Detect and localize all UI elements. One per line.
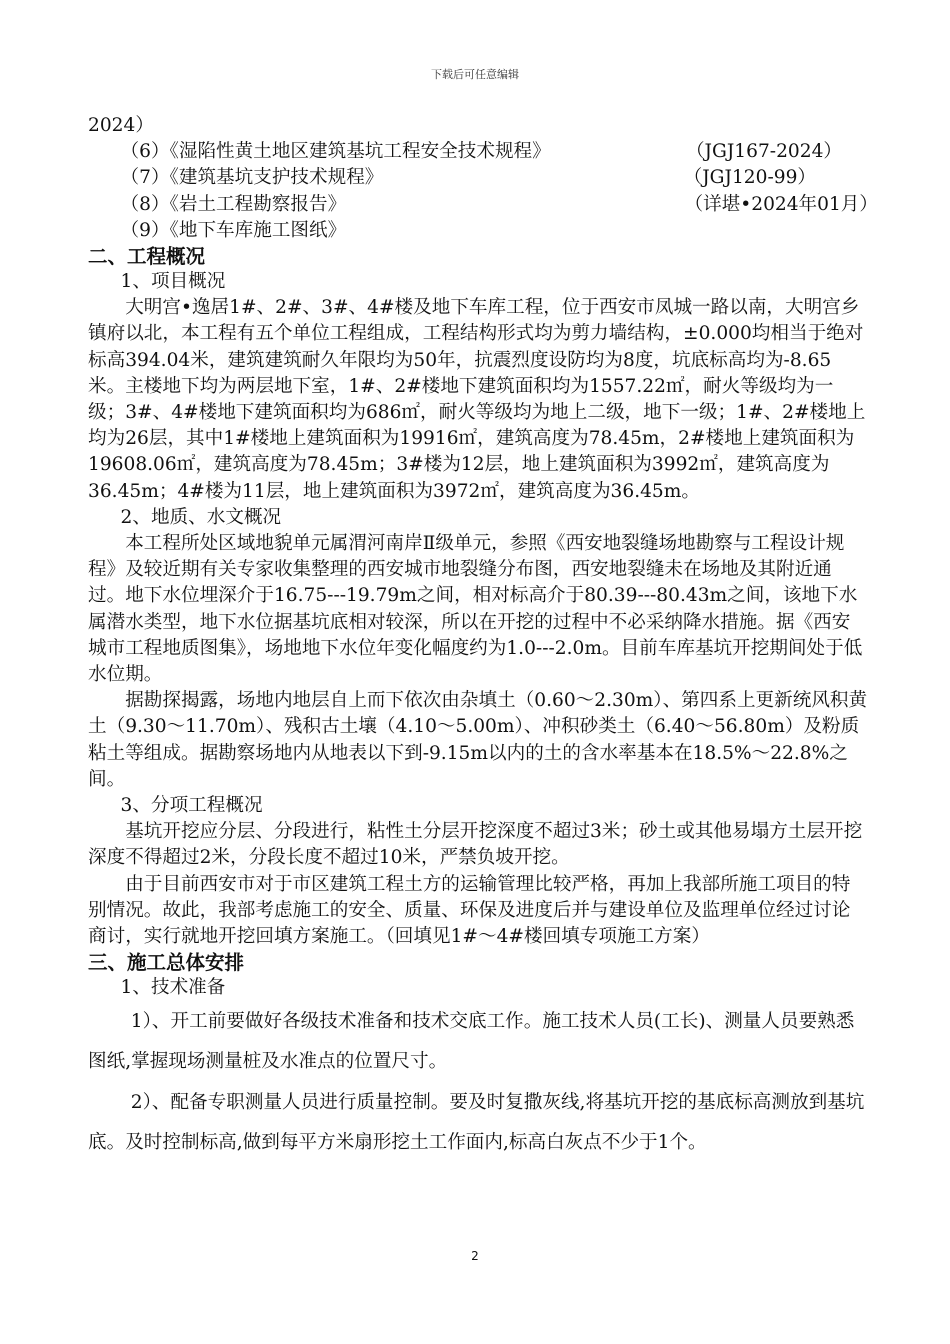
page-header: 下载后可任意编辑 xyxy=(431,68,519,81)
reference-code: （详堪•2024年01月） xyxy=(684,193,878,215)
paragraph: 由于目前西安市对于市区建筑工程土方的运输管理比较严格，再加上我部所施工项目的特别情况。故此，我部考虑施工的安全、质量、环保及进度后并与建设单位及监理单位经过讨论商讨，实行就地开挖回填方案施工。（回填见1#～4#楼回填专项施工方案） xyxy=(88,873,851,948)
reference-item xyxy=(88,165,868,191)
reference-title: （9）《地下车库施工图纸》 xyxy=(120,219,347,241)
page-number: 2 xyxy=(471,1249,479,1263)
reference-title: （7）《建筑基坑支护技术规程》 xyxy=(120,167,384,189)
reference-code: （JGJ167-2024） xyxy=(685,141,842,163)
reference-item xyxy=(88,139,868,165)
paragraph: 据勘探揭露，场地内地层自上而下依次由杂填土（0.60～2.30m）、第四系上更新统风积黄土（9.30～11.70m）、残积古土壤（4.10～5.00m）、冲积砂类土（6.40～56.80m）及粉质粘土等组成。据勘察场地内从地表以下到-9.15m以内的土的含水率基本在18.5%～22.8%之间。 xyxy=(88,690,868,790)
subsection-heading: 1、项目概况 xyxy=(120,271,226,293)
reference-title: （6）《湿陷性黄土地区建筑基坑工程安全技术规程》 xyxy=(120,141,551,163)
section-heading: 三、施工总体安排 xyxy=(88,951,245,975)
paragraph: 本工程所处区域地貌单元属渭河南岸Ⅱ级单元，参照《西安地裂缝场地勘察与工程设计规程》及较近期有关专家收集整理的西安城市地裂缝分布图，西安地裂缝未在场地及其附近通过。地下水位埋深介于16.75---19.79m之间，相对标高介于80.39---80.43m之间，该地下水属潜水类型，地下水位据基坑底相对较深，所以在开挖的过程中不必采纳降水措施。据《西安城市工程地质图集》，场地地下水位年变化幅度约为1.0---2.0m。目前车库基坑开挖期间处于低水位期。 xyxy=(88,533,863,686)
paragraph: 大明宫•逸居1#、2#、3#、4#楼及地下车库工程，位于西安市凤城一路以南，大明宫乡镇府以北，本工程有五个单位工程组成，工程结构形式均为剪力墙结构，±0.000均相当于绝对标高394.04米，建筑建筑耐久年限均为50年，抗震烈度设防均为8度，坑底标高均为-8.65米。主楼地下均为两层地下室，1#、2#楼地下建筑面积均为1557.22㎡，耐火等级均为一级；3#、4#楼地下建筑面积均为686㎡，耐火等级均为地上二级，地下一级；1#、2#楼地上均为26层，其中1#楼地上建筑面积为19916㎡，建筑高度为78.45m，2#楼地上建筑面积为19608.06㎡，建筑高度为78.45m；3#楼为12层，地上建筑面积为3992㎡，建筑高度为36.45m；4#楼为11层，地上建筑面积为3972㎡，建筑高度为36.45m。 xyxy=(88,297,866,502)
subsection-heading: 2、地质、水文概况 xyxy=(120,506,282,528)
document-body xyxy=(88,113,878,1164)
subsection-heading: 1、技术准备 xyxy=(120,977,226,999)
paragraph: 1）、开工前要做好各级技术准备和技术交底工作。施工技术人员(工长)、测量人员要熟悉图纸,掌握现场测量桩及水准点的位置尺寸。 xyxy=(88,1010,855,1072)
section-heading: 二、工程概况 xyxy=(88,245,206,269)
subsection-heading: 3、分项工程概况 xyxy=(120,795,263,817)
paragraph: 基坑开挖应分层、分段进行，粘性土分层开挖深度不超过3米；砂土或其他易塌方土层开挖深度不得超过2米，分段长度不超过10米，严禁负坡开挖。 xyxy=(88,821,863,869)
reference-code: （JGJ120-99） xyxy=(683,167,816,189)
paragraph: 2）、配备专职测量人员进行质量控制。要及时复撒灰线,将基坑开挖的基底标高测放到基坑底。及时控制标高,做到每平方米扇形挖土工作面内,标高白灰点不少于1个。 xyxy=(88,1091,865,1153)
reference-item xyxy=(88,218,868,244)
reference-tail: 2024） xyxy=(88,115,154,136)
reference-title: （8）《岩土工程勘察报告》 xyxy=(120,193,347,215)
reference-item xyxy=(88,192,878,218)
